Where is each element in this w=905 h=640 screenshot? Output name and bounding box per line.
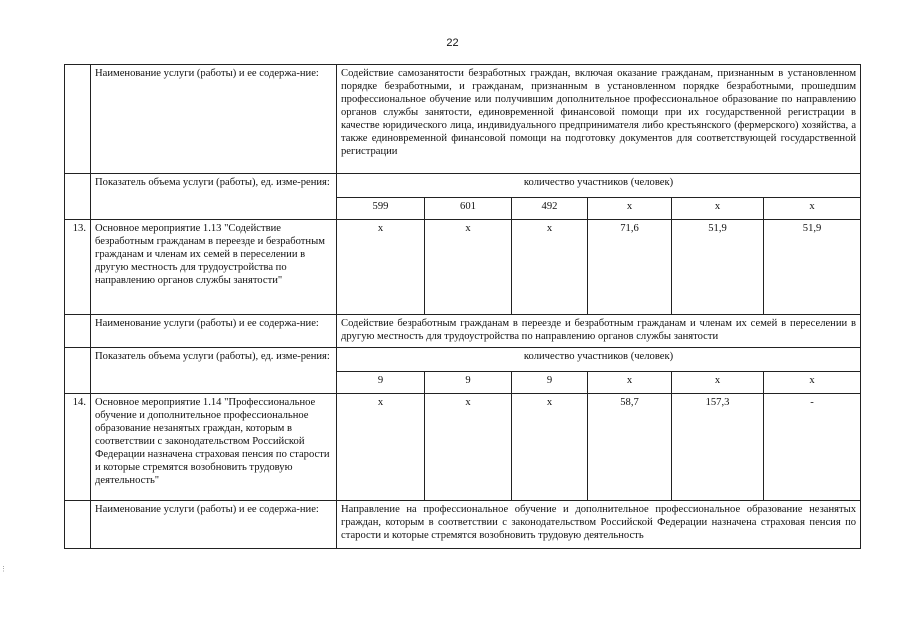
activity-row [65, 220, 861, 315]
activity-number: 13. [65, 220, 91, 315]
row-number-cell [65, 315, 91, 348]
service-description: Направление на профессиональное обучение и дополнительное профессиональное образование незанятых граждан, которым в соответствии с законодательством Российской Федерации назначена страховая пенсия по старости и которые стремятся возобновить трудовую деятельность [337, 501, 861, 549]
indicator-unit: количество участников (человек) [337, 348, 861, 372]
indicator-value: 601 [425, 198, 512, 220]
activity-value: 51,9 [764, 220, 861, 315]
activity-value: 51,9 [672, 220, 764, 315]
row-number-cell [65, 65, 91, 174]
indicator-label: Показатель объема услуги (работы), ед. изме-рения: [91, 174, 337, 220]
service-row [65, 315, 861, 348]
activity-value: x [425, 220, 512, 315]
service-description: Содействие безработным гражданам в переезде и безработным гражданам и членам их семей в переселении в другую местность для трудоустройства по направлению органов службы занятости [337, 315, 861, 348]
activity-title: Основное мероприятие 1.14 "Профессиональное обучение и дополнительное профессиональное образование незанятых граждан, которым в соответствии с законодательством Российской Федерации назначена страховая пенсия по старости и которые стремятся возобновить трудовую деятельность" [91, 394, 337, 501]
activity-value: 71,6 [588, 220, 672, 315]
indicator-value: 9 [512, 372, 588, 394]
activity-value: x [337, 394, 425, 501]
indicator-value: 599 [337, 198, 425, 220]
indicator-value: 492 [512, 198, 588, 220]
activity-value: - [764, 394, 861, 501]
indicator-unit: количество участников (человек) [337, 174, 861, 198]
indicator-label: Показатель объема услуги (работы), ед. изме-рения: [91, 348, 337, 394]
indicator-value: x [764, 198, 861, 220]
activity-number: 14. [65, 394, 91, 501]
activity-value: x [337, 220, 425, 315]
service-row [65, 501, 861, 549]
service-name-label: Наименование услуги (работы) и ее содержа-ние: [91, 65, 337, 174]
indicator-value: 9 [337, 372, 425, 394]
activity-value: 157,3 [672, 394, 764, 501]
indicator-value: x [764, 372, 861, 394]
indicator-value: x [672, 198, 764, 220]
activity-value: x [425, 394, 512, 501]
service-name-label: Наименование услуги (работы) и ее содержа-ние: [91, 315, 337, 348]
service-name-label: Наименование услуги (работы) и ее содержа-ние: [91, 501, 337, 549]
activity-value: x [512, 394, 588, 501]
row-number-cell [65, 501, 91, 549]
service-row [65, 65, 861, 174]
service-description: Содействие самозанятости безработных граждан, включая оказание гражданам, признанным в установленном порядке безработными, и гражданам, признанным в установленном порядке безработными, прошедшим профессиональное обучение или получившим дополнительное профессиональное образование по направлению органов службы занятости, единовременной финансовой помощи при их государственной регистрации в качестве юридического лица, индивидуального предпринимателя либо крестьянского (фермерского) хозяйства, а также единовременной финансовой помощи на подготовку документов для соответствующей государственной регистрации [337, 65, 861, 174]
indicator-row [65, 348, 861, 372]
indicator-value: 9 [425, 372, 512, 394]
row-number-cell [65, 348, 91, 394]
program-activities-table [64, 64, 861, 549]
indicator-row [65, 174, 861, 198]
activity-value: x [512, 220, 588, 315]
indicator-value: x [588, 198, 672, 220]
scan-edge-marks: ⋮ [0, 565, 7, 573]
page-number: 22 [446, 37, 459, 49]
indicator-value: x [588, 372, 672, 394]
activity-row [65, 394, 861, 501]
indicator-value: x [672, 372, 764, 394]
activity-value: 58,7 [588, 394, 672, 501]
activity-title: Основное мероприятие 1.13 "Содействие безработным гражданам в переезде и безработным гражданам и членам их семей в переселении в другую местность для трудоустройства по направлению органов службы занятости" [91, 220, 337, 315]
row-number-cell [65, 174, 91, 220]
